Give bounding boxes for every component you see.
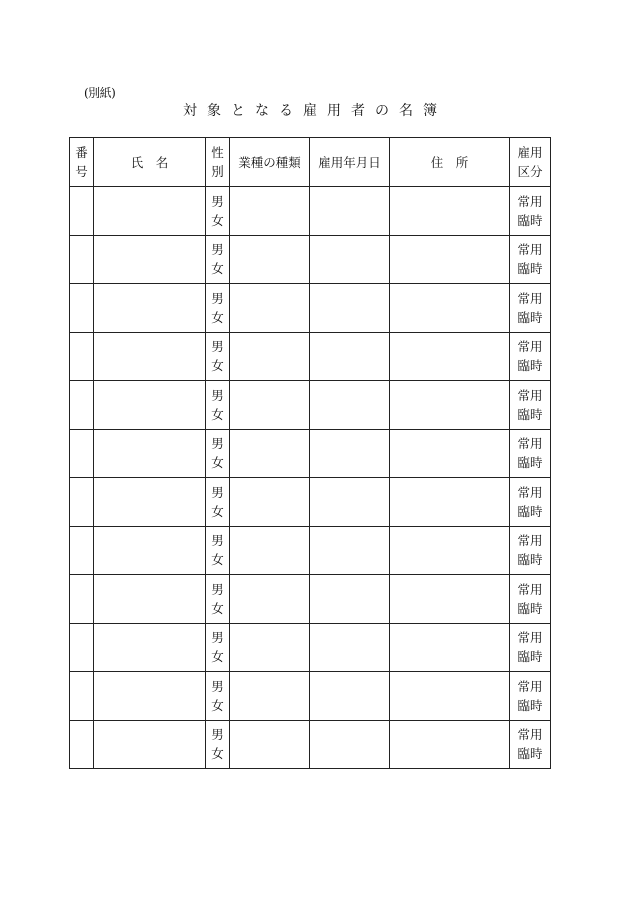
job-type-cell[interactable] [230,381,310,430]
employment-type-option[interactable]: 常用 [517,339,543,355]
address-cell[interactable] [390,381,510,430]
name-cell[interactable] [94,235,206,284]
gender-option[interactable]: 男 [211,436,224,452]
number-cell[interactable] [70,429,94,478]
name-cell[interactable] [94,381,206,430]
table-row [70,623,551,672]
annex-label: (別紙) [84,86,116,100]
employment-type-option[interactable]: 臨時 [517,406,543,422]
table-row [70,187,551,236]
employee-roster-table [69,137,551,769]
employment-type-option[interactable]: 臨時 [517,746,543,762]
hire-date-cell[interactable] [310,284,390,333]
table-row [70,672,551,721]
gender-cell[interactable] [206,575,230,624]
job-type-cell[interactable] [230,623,310,672]
employment-type-cell[interactable] [510,332,551,381]
job-type-cell[interactable] [230,720,310,769]
address-cell[interactable] [390,187,510,236]
employment-type-option[interactable]: 臨時 [517,503,543,519]
gender-cell[interactable] [206,623,230,672]
employment-type-option[interactable]: 常用 [517,630,543,646]
employment-type-option[interactable]: 常用 [517,387,543,403]
employment-type-cell[interactable] [510,284,551,333]
employment-type-option[interactable]: 常用 [517,436,543,452]
gender-option[interactable]: 男 [211,581,224,597]
job-type-cell[interactable] [230,526,310,575]
employment-type-option[interactable]: 臨時 [517,455,543,471]
hire-date-cell[interactable] [310,672,390,721]
employment-type-cell[interactable] [510,575,551,624]
number-cell[interactable] [70,284,94,333]
gender-option[interactable]: 女 [211,261,224,277]
gender-cell[interactable] [206,187,230,236]
name-cell[interactable] [94,187,206,236]
address-cell[interactable] [390,575,510,624]
hire-date-cell[interactable] [310,575,390,624]
employment-type-option[interactable]: 常用 [517,727,543,743]
hire-date-cell[interactable] [310,623,390,672]
gender-option[interactable]: 男 [211,727,224,743]
employment-type-cell[interactable] [510,381,551,430]
job-type-cell[interactable] [230,235,310,284]
job-type-cell[interactable] [230,429,310,478]
name-cell[interactable] [94,332,206,381]
name-cell[interactable] [94,623,206,672]
document-title: 対象となる雇用者の名簿 [183,103,447,119]
table-row [70,284,551,333]
employment-type-cell[interactable] [510,720,551,769]
header-job-type: 業種の種類 [230,138,310,187]
hire-date-cell[interactable] [310,332,390,381]
employment-type-cell[interactable] [510,429,551,478]
address-cell[interactable] [390,235,510,284]
number-cell[interactable] [70,575,94,624]
gender-option[interactable]: 男 [211,630,224,646]
table-row [70,575,551,624]
hire-date-cell[interactable] [310,478,390,527]
gender-cell[interactable] [206,429,230,478]
address-cell[interactable] [390,332,510,381]
gender-cell[interactable] [206,284,230,333]
number-cell[interactable] [70,187,94,236]
roster-body [70,187,551,769]
gender-option[interactable]: 女 [211,649,224,665]
table-row [70,381,551,430]
name-cell[interactable] [94,429,206,478]
gender-option[interactable]: 男 [211,290,224,306]
table-row [70,429,551,478]
job-type-cell[interactable] [230,575,310,624]
employment-type-option[interactable]: 常用 [517,242,543,258]
employment-type-option[interactable]: 臨時 [517,697,543,713]
name-cell[interactable] [94,526,206,575]
gender-option[interactable]: 女 [211,309,224,325]
name-cell[interactable] [94,478,206,527]
gender-option[interactable]: 女 [211,697,224,713]
employment-type-option[interactable]: 常用 [517,581,543,597]
gender-option[interactable]: 男 [211,484,224,500]
employment-type-option[interactable]: 常用 [517,678,543,694]
employment-type-option[interactable]: 臨時 [517,309,543,325]
gender-cell[interactable] [206,672,230,721]
address-cell[interactable] [390,720,510,769]
table-row [70,235,551,284]
gender-option[interactable]: 女 [211,503,224,519]
employment-type-option[interactable]: 常用 [517,290,543,306]
employment-type-cell[interactable] [510,235,551,284]
table-row [70,720,551,769]
gender-cell[interactable] [206,720,230,769]
gender-option[interactable]: 女 [211,746,224,762]
hire-date-cell[interactable] [310,720,390,769]
job-type-cell[interactable] [230,332,310,381]
employment-type-cell[interactable] [510,623,551,672]
gender-option[interactable]: 女 [211,552,224,568]
employment-type-cell[interactable] [510,672,551,721]
name-cell[interactable] [94,672,206,721]
table-row [70,478,551,527]
number-cell[interactable] [70,332,94,381]
address-cell[interactable] [390,429,510,478]
number-cell[interactable] [70,526,94,575]
gender-cell[interactable] [206,235,230,284]
header-name: 氏 名 [94,138,206,187]
hire-date-cell[interactable] [310,429,390,478]
name-cell[interactable] [94,720,206,769]
job-type-cell[interactable] [230,284,310,333]
employment-type-cell[interactable] [510,478,551,527]
gender-option[interactable]: 女 [211,455,224,471]
employment-type-option[interactable]: 常用 [517,484,543,500]
header-gender: 性 別 [206,138,230,187]
number-cell[interactable] [70,235,94,284]
name-cell[interactable] [94,575,206,624]
address-cell[interactable] [390,623,510,672]
address-cell[interactable] [390,284,510,333]
gender-option[interactable]: 女 [211,358,224,374]
header-number: 番 号 [70,138,94,187]
gender-option[interactable]: 男 [211,533,224,549]
table-row [70,332,551,381]
header-row [70,138,551,187]
gender-option[interactable]: 男 [211,242,224,258]
gender-option[interactable]: 女 [211,212,224,228]
job-type-cell[interactable] [230,672,310,721]
gender-cell[interactable] [206,478,230,527]
employment-type-option[interactable]: 臨時 [517,261,543,277]
job-type-cell[interactable] [230,187,310,236]
hire-date-cell[interactable] [310,381,390,430]
employment-type-option[interactable]: 臨時 [517,212,543,228]
number-cell[interactable] [70,381,94,430]
gender-cell[interactable] [206,526,230,575]
header-employment-type: 雇用 区分 [510,138,551,187]
address-cell[interactable] [390,478,510,527]
address-cell[interactable] [390,526,510,575]
table-row [70,526,551,575]
number-cell[interactable] [70,672,94,721]
number-cell[interactable] [70,478,94,527]
employment-type-cell[interactable] [510,187,551,236]
gender-option[interactable]: 男 [211,678,224,694]
header-address: 住 所 [390,138,510,187]
hire-date-cell[interactable] [310,526,390,575]
gender-option[interactable]: 男 [211,339,224,355]
number-cell[interactable] [70,623,94,672]
employment-type-option[interactable]: 常用 [517,193,543,209]
employment-type-option[interactable]: 臨時 [517,358,543,374]
gender-option[interactable]: 男 [211,387,224,403]
gender-cell[interactable] [206,381,230,430]
job-type-cell[interactable] [230,478,310,527]
hire-date-cell[interactable] [310,235,390,284]
gender-option[interactable]: 女 [211,406,224,422]
header-hire-date: 雇用年月日 [310,138,390,187]
gender-option[interactable]: 女 [211,600,224,616]
gender-cell[interactable] [206,332,230,381]
address-cell[interactable] [390,672,510,721]
employment-type-option[interactable]: 臨時 [517,649,543,665]
employment-type-option[interactable]: 常用 [517,533,543,549]
gender-option[interactable]: 男 [211,193,224,209]
hire-date-cell[interactable] [310,187,390,236]
name-cell[interactable] [94,284,206,333]
employment-type-cell[interactable] [510,526,551,575]
employment-type-option[interactable]: 臨時 [517,600,543,616]
employment-type-option[interactable]: 臨時 [517,552,543,568]
number-cell[interactable] [70,720,94,769]
